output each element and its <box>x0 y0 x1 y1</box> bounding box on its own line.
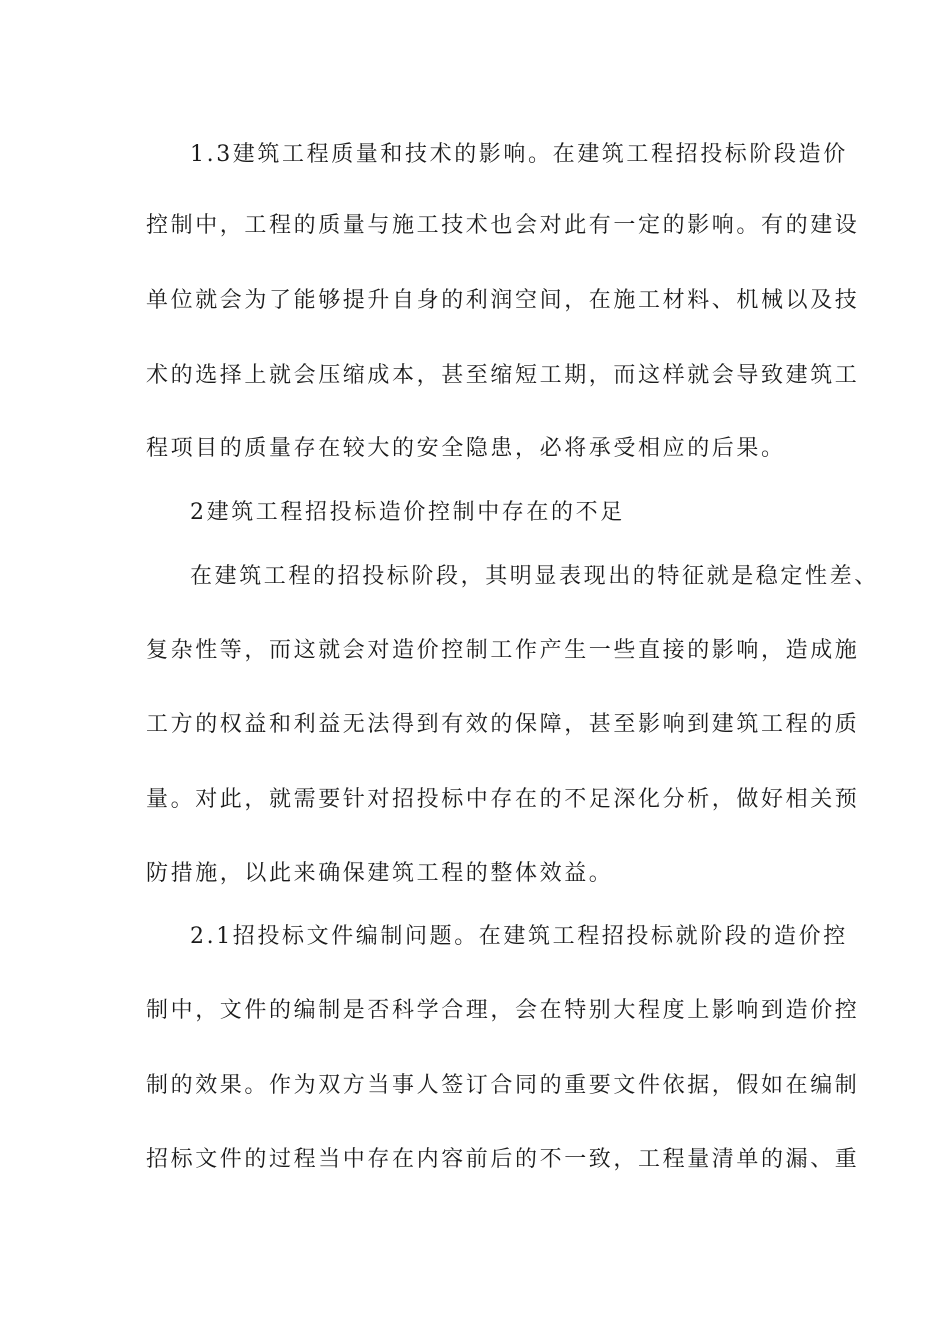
text-line-2: 控制中，工程的质量与施工技术也会对此有一定的影响。有的建设 <box>146 213 860 238</box>
text-line-10: 量。对此，就需要针对招投标中存在的不足深化分析，做好相关预 <box>146 787 860 812</box>
text-line-15: 招标文件的过程当中存在内容前后的不一致，工程量清单的漏、重 <box>146 1147 860 1172</box>
text-line-1: 1.3建筑工程质量和技术的影响。在建筑工程招投标阶段造价 <box>190 142 848 167</box>
text-line-5: 程项目的质量存在较大的安全隐患，必将承受相应的后果。 <box>146 436 786 461</box>
text-line-9: 工方的权益和利益无法得到有效的保障，甚至影响到建筑工程的质 <box>146 712 860 737</box>
text-line-4: 术的选择上就会压缩成本，甚至缩短工期，而这样就会导致建筑工 <box>146 363 860 388</box>
text-line-12: 2.1招投标文件编制问题。在建筑工程招投标就阶段的造价控 <box>190 924 848 949</box>
text-line-11: 防措施，以此来确保建筑工程的整体效益。 <box>146 861 614 886</box>
text-line-7: 在建筑工程的招投标阶段，其明显表现出的特征就是稳定性差、 <box>190 564 879 589</box>
text-line-8: 复杂性等，而这就会对造价控制工作产生一些直接的影响，造成施 <box>146 638 860 663</box>
text-line-14: 制的效果。作为双方当事人签订合同的重要文件依据，假如在编制 <box>146 1073 860 1098</box>
text-line-3: 单位就会为了能够提升自身的利润空间，在施工材料、机械以及技 <box>146 288 860 313</box>
text-line-13: 制中，文件的编制是否科学合理，会在特别大程度上影响到造价控 <box>146 998 860 1023</box>
section-heading: 2建筑工程招投标造价控制中存在的不足 <box>190 500 625 525</box>
